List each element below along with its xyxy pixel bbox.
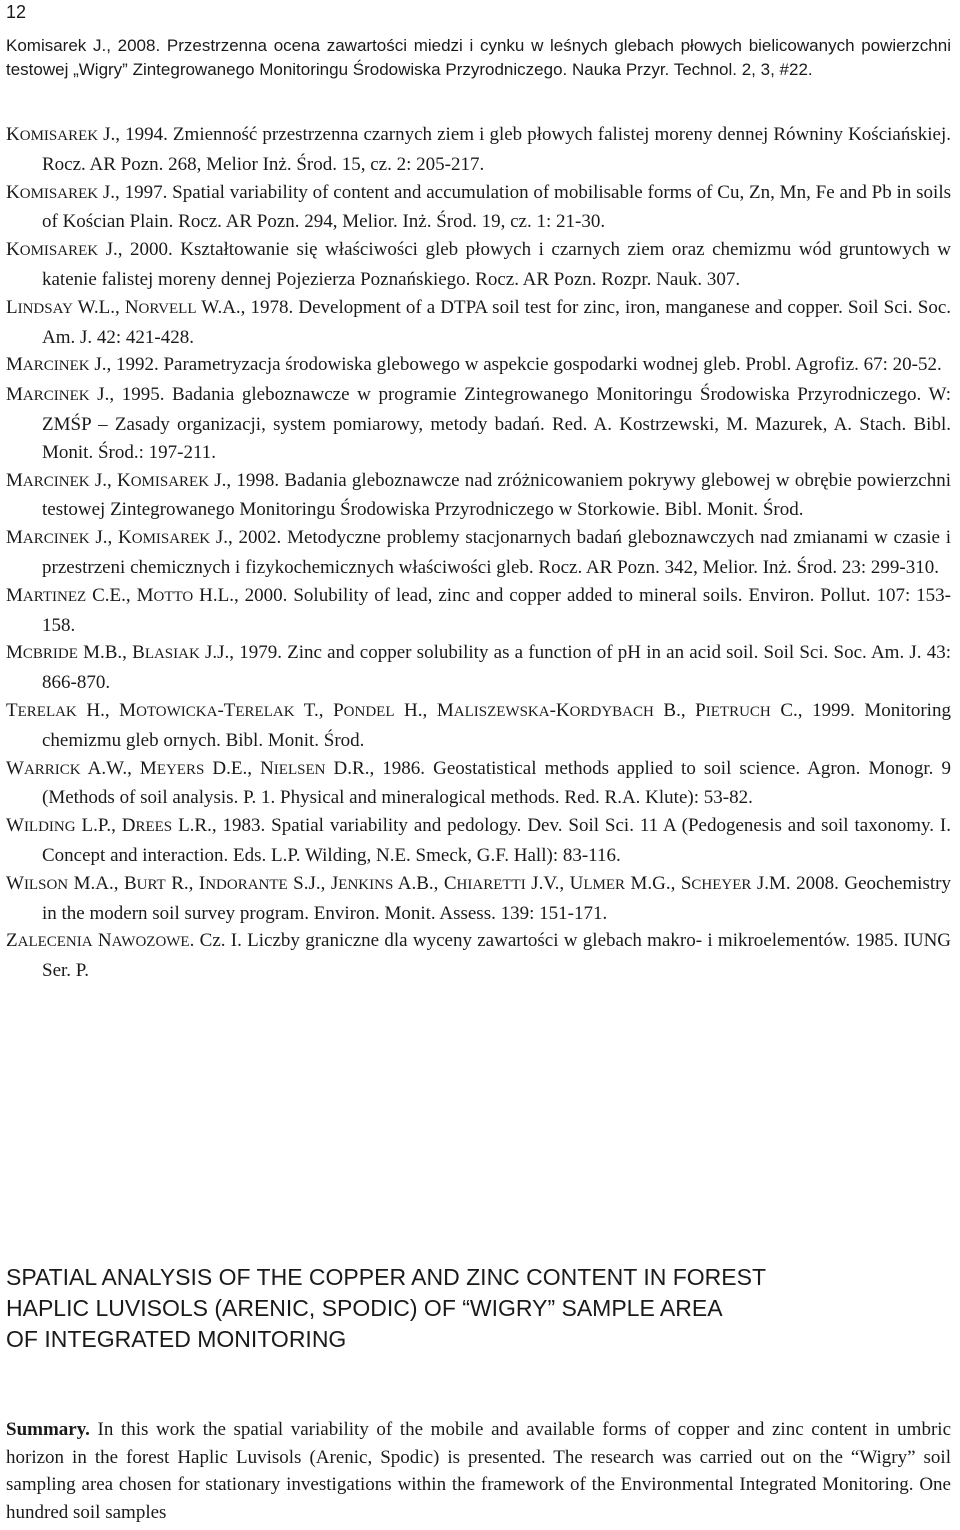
reference-entry [6,351,951,381]
reference-text: J., 2000. Kształtowanie się właściwości gleb płowych i czarnych ziem oraz chemizmu wód gruntowych w katenie falistej moreny dennej Pojezierza Poznańskiego. Rocz. AR Pozn. Rozpr. Nauk. 307. [42,239,951,290]
citation-prefix: Komisarek J., 2008. [6,36,161,55]
reference-text: J., 1998. Badania gleboznawcze nad zróżnicowaniem pokrywy glebowej w obrębie powierzchni testowej Zintegrowanego Monitoringu Środowiska Przyrodniczego w Storkowie. Bibl. Monit. Środ. [42,469,951,521]
reference-author: SCHEYER [680,872,752,894]
reference-author: KOMISAREK [6,239,99,261]
reference-author: INDORANTE [198,872,288,894]
reference-entry [6,467,951,525]
reference-entry [6,236,951,294]
reference-author: MARCINEK [6,354,90,376]
reference-text: W.A., 1978. Development of a DTPA soil test for zinc, iron, manganese and copper. Soil Sci. Soc. Am. J. 42: 421-428. [42,296,952,348]
reference-text: L.R., 1983. Spatial variability and pedology. Dev. Soil Sci. 11 A (Pedogenesis and soil taxonomy. I. Concept and interaction. Eds. L.P. Wilding, N.E. Smeck, G.F. Hall): 83-116. [42,815,951,866]
reference-author: KOMISAREK [116,469,210,491]
reference-author: MOTTO [136,584,194,606]
reference-author: BURT [123,872,166,894]
reference-text: J., [89,527,119,549]
reference-text: T., [294,699,334,721]
reference-text: J.M. 2008. Geochemistry in the modern soil survey program. Environ. Monit. Assess. 139: 151-171. [42,872,951,924]
reference-text: W.L., [72,296,125,318]
reference-author: KOMISAREK [118,527,211,549]
reference-author: PONDEL [333,699,395,721]
reference-text: J., 2002. Metodyczne problemy stacjonarnych badań gleboznawczych nad zmianami w czasie i przestrzeni chemicznych i fizykochemicznych właściwości gleb. Rocz. AR Pozn. 342, Melior. Inż. Środ. 23: 299-310. [42,527,951,578]
reference-text: M.A., [68,872,124,894]
reference-text: D.R., 1986. Geostatistical methods applied to soil science. Agron. Monogr. 9 (Methods of soil analysis. P. 1. Physical and mineralogical methods. Red. R.A. Klute): 53-82. [42,757,951,809]
reference-author: JENKINS [330,872,394,894]
reference-author: KOMISAREK [6,181,99,203]
reference-entry [6,639,951,697]
reference-entry [6,755,951,813]
reference-author: CHIARETTI [443,872,526,894]
reference-entry [6,927,951,985]
reference-text: . Cz. I. Liczby graniczne dla wyceny zawartości w glebach makro- i mikroelementów. 1985. IUNG Ser. P. [42,930,952,982]
reference-entry [6,294,951,352]
reference-author: NIELSEN [260,757,326,779]
reference-text: A.W., [80,757,140,779]
reference-author: WILDING [6,815,76,837]
reference-entry [6,121,951,179]
reference-text: J., 1992. Parametryzacja środowiska glebowego w aspekcie gospodarki wodnej gleb. Probl. Agrofiz. 67: 20-52. [89,354,942,376]
english-title-line: SPATIAL ANALYSIS OF THE COPPER AND ZINC CONTENT IN FOREST [6,1264,766,1290]
reference-entry [6,812,951,870]
reference-text: J., 1997. Spatial variability of content and accumulation of mobilisable forms of Cu, Zn, Mn, Fe and Pb in soils of Kościan Plain. Rocz. AR Pozn. 294, Melior. Inż. Środ. 19, cz. 1: 21-30. [42,181,951,233]
english-title-line: HAPLIC LUVISOLS (ARENIC, SPODIC) OF “WIGRY” SAMPLE AREA [6,1295,723,1321]
reference-text: J.V., [525,872,570,894]
reference-entry [6,582,951,640]
reference-text: H., [76,699,120,721]
reference-author: MALISZEWSKA-KORDYBACH [436,699,654,721]
reference-text: A.B., [393,872,444,894]
reference-text: S.J., [287,872,331,894]
reference-author: MARCINEK [6,527,90,549]
reference-author: MEYERS [139,757,205,779]
reference-text: L.P., [75,815,122,837]
reference-entry [6,381,951,466]
reference-text: H., [394,699,437,721]
reference-entry [6,524,951,582]
reference-text: C., 1999. Monitoring chemizmu gleb ornych. Bibl. Monit. Środ. [42,699,951,751]
reference-author: MARTINEZ [6,584,87,606]
reference-text: M.B., [77,642,133,664]
reference-author: TERELAK [6,699,77,721]
reference-author: DREES [121,815,173,837]
summary [6,1416,951,1526]
reference-author: MCBRIDE [6,642,78,664]
reference-author: MARCINEK [6,384,90,406]
summary-text: In this work the spatial variability of the mobile and available forms of copper and zinc content in umbric horizon in the forest Haplic Luvisols (Arenic, Spodic) is presented. The research was carried out on the “Wigry” soil sampling area chosen for stationary investigations within the framework of the Environmental Integrated Monitoring. One hundred soil samples [6,1419,951,1523]
citation-text: Przestrzenna ocena zawartości miedzi i cynku w leśnych glebach płowych bielicowanych powierzchni testowej „Wigry” Zintegrowanego Monitoringu Środowiska Przyrodniczego. Nauka Przyr. Technol. 2, 3, #22. [6,36,951,79]
reference-list [6,121,951,985]
reference-text: D.E., [204,757,261,779]
summary-label: Summary. [6,1419,90,1440]
reference-text: M.G., [625,872,681,894]
reference-author: WILSON [6,872,69,894]
reference-entry [6,179,951,237]
page-number: 12 [6,2,27,22]
english-title-line: OF INTEGRATED MONITORING [6,1326,347,1352]
reference-text: J., 1995. Badania gleboznawcze w programie Zintegrowanego Monitoringu Środowiska Przyrodniczego. W: ZMŚP – Zasady organizacji, system pomiarowy, metody badań. Red. A. Kostrzewski, M. Mazurek, A. Stach. Bibl. Monit. Środ.: 197-211. [42,384,951,463]
citation-header [6,34,951,82]
reference-author: PIETRUCH [695,699,771,721]
reference-author: MOTOWICKA-TERELAK [119,699,295,721]
reference-text: H.L., 2000. Solubility of lead, zinc and copper added to mineral soils. Environ. Pollut. 107: 153-158. [42,584,951,636]
reference-author: NORVELL [124,296,197,318]
reference-text: J.J., 1979. Zinc and copper solubility as a function of pH in an acid soil. Soil Sci. Soc. Am. J. 43: 866-870. [42,642,951,694]
reference-text: R., [165,872,199,894]
reference-text: B., [653,699,696,721]
reference-author: KOMISAREK [6,124,99,145]
reference-author: ZALECENIA NAWOZOWE [6,930,190,952]
reference-author: WARRICK [6,757,81,779]
reference-author: LINDSAY [6,296,73,318]
reference-author: MARCINEK [6,469,90,491]
reference-text: C.E., [86,584,137,606]
reference-entry [6,697,951,755]
reference-entry [6,870,951,928]
reference-author: ULMER [569,872,625,894]
reference-text: J., 1994. Zmienność przestrzenna czarnych ziem i gleb płowych falistej moreny dennej Równiny Kościańskiej. Rocz. AR Pozn. 268, Melior Inż. Środ. 15, cz. 2: 205-217. [42,124,951,175]
reference-text: J., [89,469,117,491]
reference-author: BLASIAK [132,642,200,664]
english-title [6,1262,766,1355]
